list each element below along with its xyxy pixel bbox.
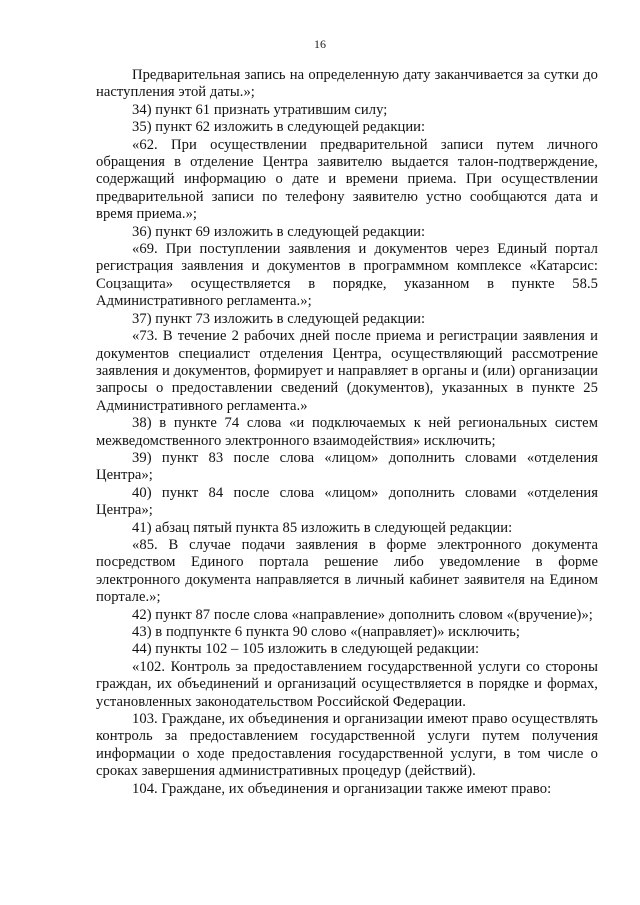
paragraph: 40) пункт 84 после слова «лицом» дополнить словами «отделения Центра»; [96, 484, 598, 519]
paragraph: 104. Граждане, их объединения и организации также имеют право: [132, 780, 552, 797]
paragraph: «73. В течение 2 рабочих дней после приема и регистрации заявления и документов специалист отделения Центра, осуществляющий рассмотрение заявления и документов, формирует и направляет в органы и (или) организации запросы о предоставлении сведений (документов), указанных в пункте 25 Административного регламента.» [96, 328, 598, 414]
page-number: 16 [314, 37, 326, 51]
paragraph: 34) пункт 61 признать утратившим силу; [132, 101, 388, 118]
paragraph: 43) в подпункте 6 пункта 90 слово «(направляет)» исключить; [132, 624, 520, 640]
document-body [96, 67, 598, 798]
paragraph: 37) пункт 73 изложить в следующей редакции: [132, 310, 426, 327]
paragraph: 103. Граждане, их объединения и организации имеют право осуществлять контроль за предоставлением государственной услуги путем получения информации о ходе предоставления государственной услуги, в том числе о сроках завершения административных процедур (действий). [96, 711, 598, 780]
paragraph: «85. В случае подачи заявления в форме электронного документа посредством Единого портала решение либо уведомление в форме электронного документа направляется в личный кабинет заявителя на Едином портале.»; [96, 536, 598, 606]
paragraph: «62. При осуществлении предварительной записи путем личного обращения в отделение Центра заявителю выдается талон-подтверждение, содержащий информацию о дате и времени приема. При осуществлении предварительной записи по телефону заявителю устно сообщаются дата и время приема.»; [96, 136, 598, 223]
paragraph: «69. При поступлении заявления и документов через Единый портал регистрация заявления и документов в программном комплексе «Катарсис: Соцзащита» осуществляется в порядке, указанном в пункте 58.5 Административного регламента.»; [96, 241, 598, 310]
paragraph: 39) пункт 83 после слова «лицом» дополнить словами «отделения Центра»; [96, 449, 598, 484]
paragraph: 44) пункты 102 – 105 изложить в следующей редакции: [132, 641, 480, 658]
paragraph: 38) в пункте 74 слова «и подключаемых к ней региональных систем межведомственного электронного взаимодействия» исключить; [96, 415, 598, 449]
paragraph: 42) пункт 87 после слова «направление» дополнить словом «(вручение)»; [132, 606, 593, 623]
paragraph: 36) пункт 69 изложить в следующей редакции: [132, 223, 426, 240]
paragraph: «102. Контроль за предоставлением государственной услуги со стороны граждан, их объединений и организаций осуществляется в порядке и формах, установленных законодательством Российской Федерации. [96, 658, 598, 710]
paragraph: Предварительная запись на определенную дату заканчивается за сутки до наступления этой даты.»; [96, 67, 598, 101]
paragraph: 41) абзац пятый пункта 85 изложить в следующей редакции: [132, 519, 513, 536]
paragraph: 35) пункт 62 изложить в следующей редакции: [132, 119, 426, 136]
